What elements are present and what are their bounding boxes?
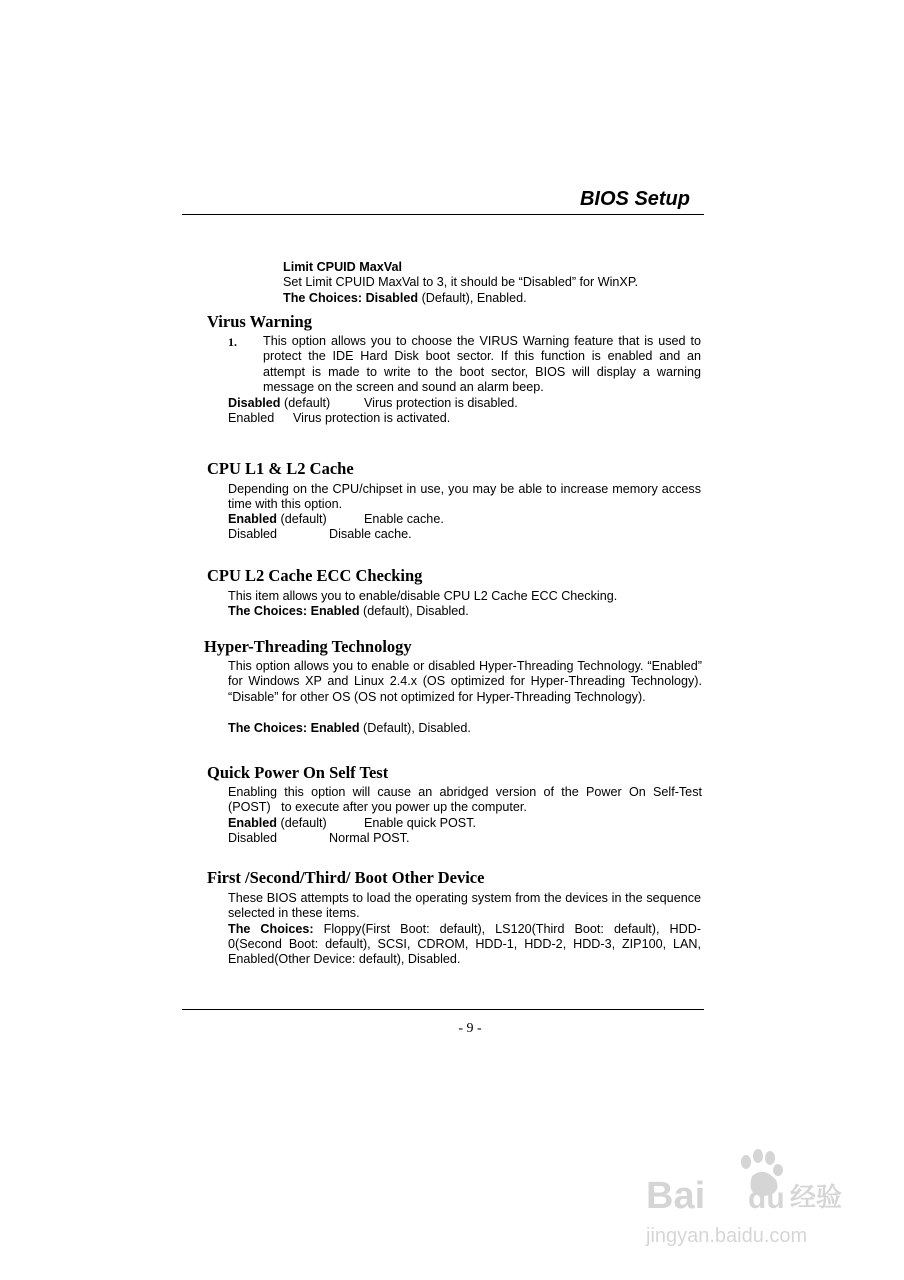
boot-device-choices [228, 922, 701, 968]
page-number: - 9 - [458, 1021, 482, 1036]
virus-warning-options [228, 396, 701, 427]
limit-cpuid-section [283, 260, 703, 306]
option-default: (default) [280, 396, 331, 410]
boot-device-heading: First /Second/Third/ Boot Other Device [207, 868, 485, 887]
choices-values: (Default), Disabled. [359, 721, 471, 735]
option-row [228, 527, 701, 542]
option-desc: Disable cache. [329, 527, 412, 542]
svg-text:经验: 经验 [790, 1183, 843, 1213]
ecc-section [228, 589, 701, 620]
boot-device-section [228, 891, 701, 967]
footer-divider [182, 1009, 704, 1010]
option-desc: Enable quick POST. [364, 816, 477, 830]
quick-post-desc: Enabling this option will cause an abridged version of the Power On Self-Test (POST) to execute after you power up the computer. [228, 785, 706, 815]
option-desc: Enable cache. [364, 512, 444, 526]
svg-text:Bai: Bai [646, 1175, 706, 1217]
option-desc: Virus protection is disabled. [364, 396, 518, 410]
cpu-cache-heading: CPU L1 & L2 Cache [207, 459, 354, 478]
option-name: Enabled [228, 816, 277, 830]
baidu-jingyan-watermark [640, 1142, 860, 1252]
option-desc: Normal POST. [329, 831, 410, 846]
svg-text:jingyan.baidu.com: jingyan.baidu.com [646, 1225, 808, 1247]
header-divider [182, 214, 704, 215]
cpu-cache-desc: Depending on the CPU/chipset in use, you may be able to increase memory access time with this option. [228, 482, 701, 512]
option-name: Disabled [228, 396, 281, 410]
option-row [228, 396, 701, 411]
quick-post-heading: Quick Power On Self Test [207, 763, 389, 782]
option-name: Enabled [228, 411, 275, 426]
page-header-title: BIOS Setup [579, 188, 690, 210]
boot-device-desc: These BIOS attempts to load the operating system from the devices in the sequence selected in these items. [228, 891, 701, 921]
hyper-threading-choices [228, 721, 702, 736]
option-desc: Virus protection is activated. [293, 411, 451, 426]
option-row [228, 831, 702, 846]
option-name: Disabled [228, 527, 278, 542]
ecc-desc: This item allows you to enable/disable CPU L2 Cache ECC Checking. [228, 589, 618, 603]
choices-values: (default), Disabled. [359, 604, 469, 619]
choices-values: Floppy(First Boot: default), LS120(Third Boot: default), HDD-0(Second Boot: default), SCSI, CDROM, HDD-1, HDD-2, HDD-3, ZIP100, LAN, Enabled(Other Device: default), Disabled. [228, 921, 701, 967]
option-row [228, 816, 702, 831]
quick-post-options [228, 816, 702, 847]
choices-label: The Choices: Enabled [228, 604, 360, 619]
limit-cpuid-choices [283, 291, 703, 306]
hyper-threading-heading: Hyper-Threading Technology [204, 637, 412, 656]
limit-cpuid-desc: Set Limit CPUID MaxVal to 3, it should be “Disabled” for WinXP. [283, 275, 639, 290]
limit-cpuid-title: Limit CPUID MaxVal [283, 260, 402, 274]
option-row [228, 411, 701, 426]
choices-label: The Choices: Enabled [228, 721, 360, 735]
option-row [228, 512, 701, 527]
svg-text:du: du [748, 1182, 785, 1215]
choices-values: (Default), Enabled. [418, 290, 527, 305]
virus-warning-desc: This option allows you to choose the VIRUS Warning feature that is used to protect the IDE Hard Disk boot sector. If this function is enabled and an attempt is made to write to the boot sector, BIOS will display a warning message on the screen and sound an alarm beep. [263, 334, 701, 394]
ecc-heading: CPU L2 Cache ECC Checking [207, 566, 423, 585]
option-name: Disabled [228, 831, 278, 846]
option-name: Enabled [228, 512, 277, 526]
choices-label: The Choices: [228, 921, 314, 936]
virus-warning-heading: Virus Warning [207, 312, 312, 331]
cpu-cache-options [228, 512, 701, 543]
virus-warning-item-number: 1. [228, 335, 237, 349]
option-default: (default) [277, 816, 327, 830]
choices-label: The Choices: Disabled [283, 290, 419, 305]
option-default: (default) [277, 512, 327, 526]
ecc-choices [228, 604, 701, 619]
hyper-threading-desc: This option allows you to enable or disabled Hyper-Threading Technology. “Enabled” for Windows XP and Linux 2.4.x (OS optimized for Hyper-Threading Technology). “Disable” for other OS (OS not optimized for Hyper-Threading Technology). [228, 659, 702, 704]
